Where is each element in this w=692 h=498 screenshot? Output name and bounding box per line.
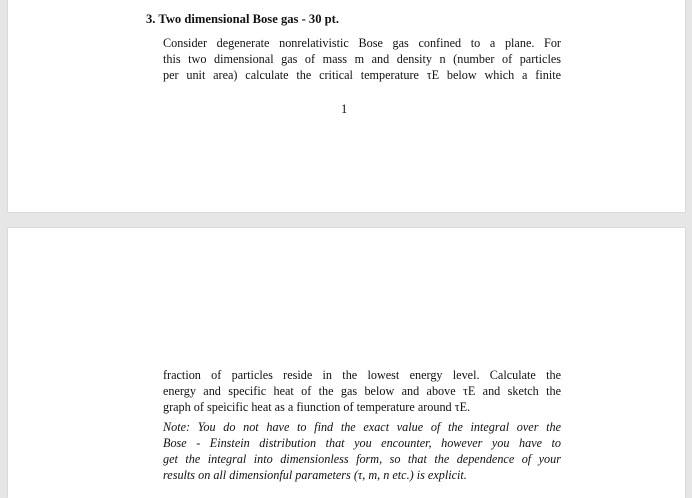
page-number: 1 <box>341 102 348 116</box>
body-line: Consider degenerate nonrelativistic Bose gas confined to a plane. For <box>163 36 561 50</box>
body-line: per unit area) calculate the critical temperature τE below which a finite <box>163 68 561 82</box>
note-line: results on all dimensionful parameters (τ, m, n etc.) is explicit. <box>163 468 467 482</box>
body-line: fraction of particles reside in the lowest energy level. Calculate the <box>163 368 561 382</box>
page-2 <box>8 228 685 498</box>
page-1 <box>8 0 685 212</box>
note-line: Note: You do not have to find the exact value of the integral over the <box>163 420 561 434</box>
body-line: graph of speicific heat as a fiunction of temperature around τE. <box>163 400 471 414</box>
note-line: get the integral into dimensionless form, so that the dependence of your <box>163 452 561 466</box>
body-line: energy and specific heat of the gas below and above τE and sketch the <box>163 384 561 398</box>
body-line: this two dimensional gas of mass m and density n (number of particles <box>163 52 561 66</box>
note-line: Bose - Einstein distribution that you encounter, however you have to <box>163 436 561 450</box>
problem-heading: 3. Two dimensional Bose gas - 30 pt. <box>146 12 340 26</box>
